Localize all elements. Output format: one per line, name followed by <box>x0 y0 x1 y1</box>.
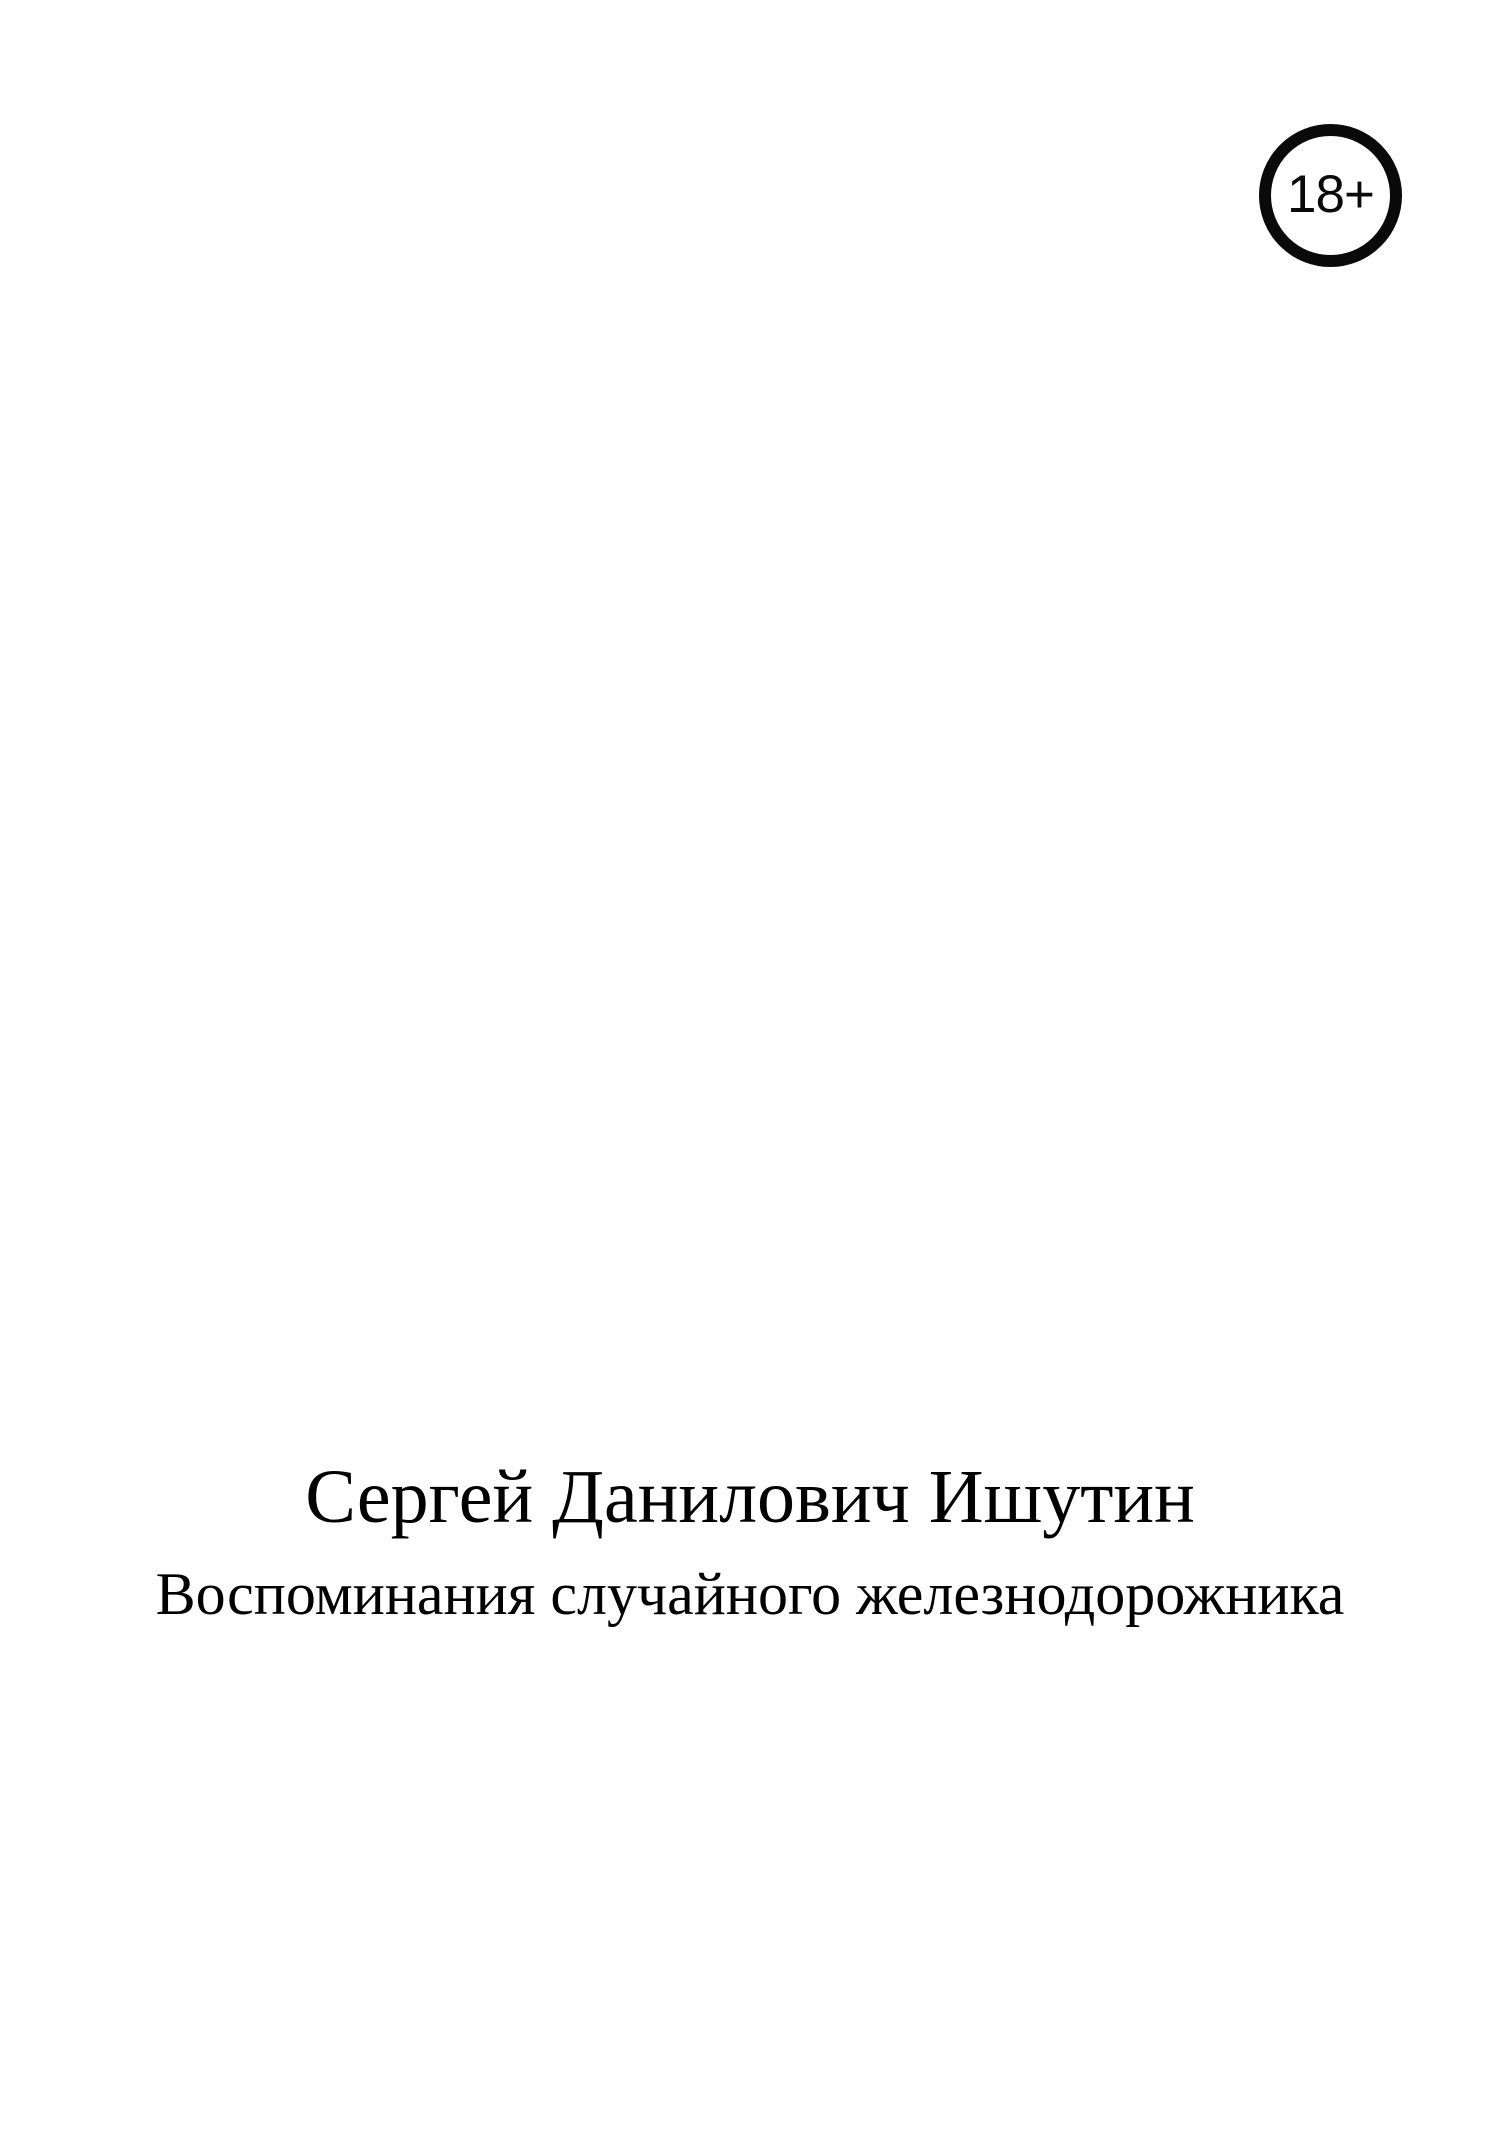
book-title: Воспоминания случайного железнодорожника <box>155 1561 1345 1627</box>
age-restriction-badge <box>1259 124 1402 267</box>
author-name: Сергей Данилович Ишутин <box>305 1455 1195 1539</box>
age-restriction-label: 18+ <box>1287 165 1374 224</box>
